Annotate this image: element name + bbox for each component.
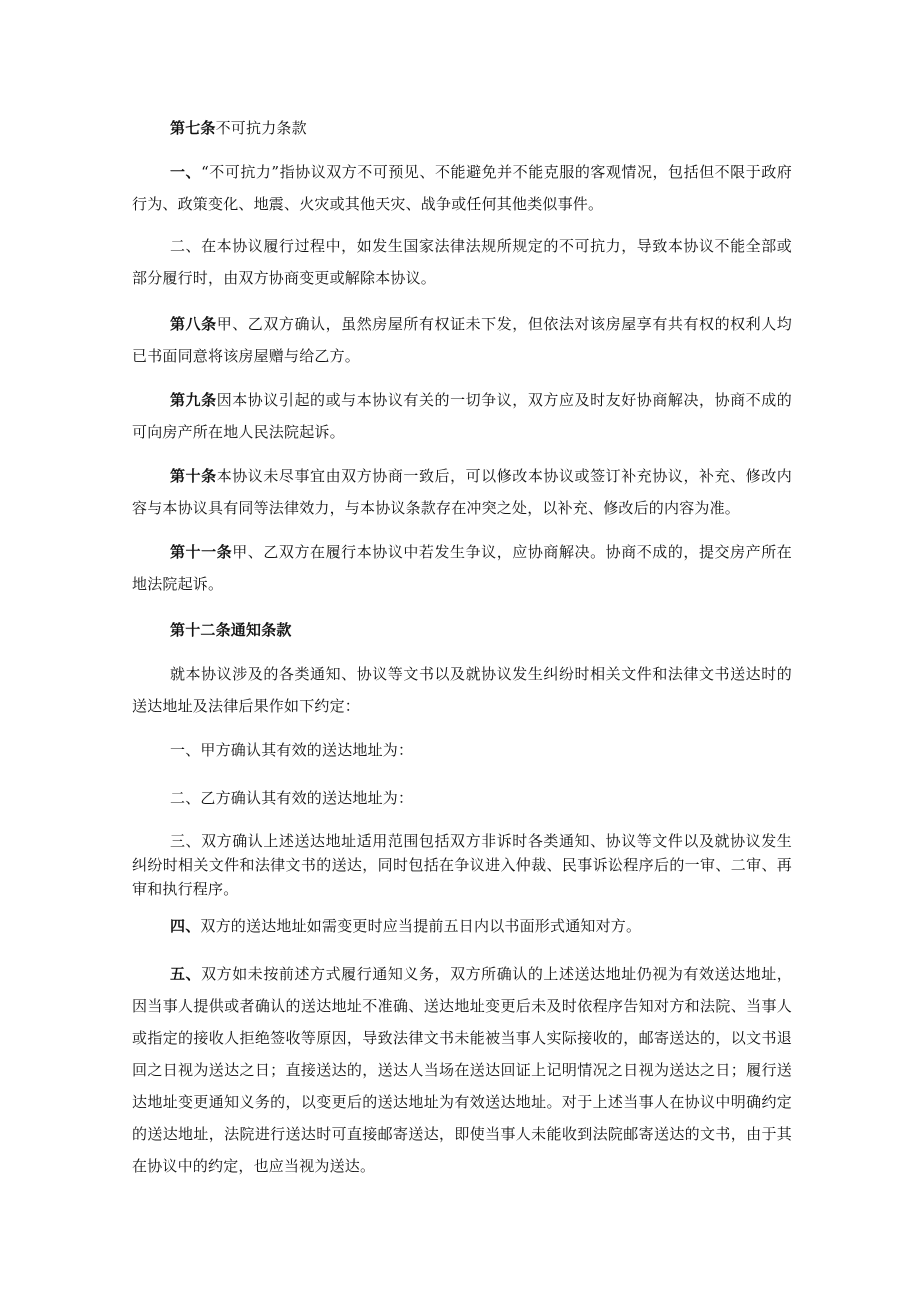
article-12-clause-4: [132, 910, 792, 942]
article-11-label: 第十一条: [170, 543, 233, 561]
clause-text: 双方如未按前述方式履行通知义务，双方所确认的上述送达地址仍视为有效送达地址，因当事人提供或者确认的送达地址不准确、送达地址变更后未及时依程序告知对方和法院、当事人或指定的接收人拒绝签收等原因，导致法律文书未能被当事人实际接收的，邮寄送达的，以文书退回之日视为送达之日；直接送达的，送达人当场在送达回证上记明情况之日视为送达之日；履行送达地址变更通知义务的，以变更后的送达地址为有效送达地址。对于上述当事人在协议中明确约定的送达地址，法院进行送达时可直接邮寄送达，即使当事人未能收到法院邮寄送达的文书，由于其在协议中的约定，也应当视为送达。: [132, 965, 792, 1175]
article-9-label: 第九条: [170, 391, 217, 409]
clause-label: 四、: [170, 917, 201, 935]
article-12-clause-5: [132, 958, 792, 1182]
clause-text: 二、在本协议履行过程中，如发生国家法律法规所规定的不可抗力，导致本协议不能全部或部分履行时，由双方协商变更或解除本协议。: [132, 237, 792, 287]
article-11: [132, 536, 792, 600]
article-8-label: 第八条: [170, 315, 217, 333]
article-10-text: 本协议未尽事宜由双方协商一致后，可以修改本协议或签订补充协议，补充、修改内容与本协议具有同等法律效力，与本协议条款存在冲突之处，以补充、修改后的内容为准。: [132, 467, 792, 517]
clause-text: “不可抗力”指协议双方不可预见、不能避免并不能克服的客观情况，包括但不限于政府行为、政策变化、地震、火灾或其他天灾、战争或任何其他类似事件。: [132, 163, 792, 213]
article-9: [132, 384, 792, 448]
article-12-intro-text: 就本协议涉及的各类通知、协议等文书以及就协议发生纠纷时相关文件和法律文书送达时的送达地址及法律后果作如下约定：: [132, 665, 792, 715]
article-12-heading: [132, 614, 792, 646]
article-12-clause-2: [132, 782, 792, 814]
article-11-text: 甲、乙双方在履行本协议中若发生争议，应协商解决。协商不成的，提交房产所在地法院起诉。: [132, 543, 792, 593]
article-12-intro: [132, 658, 792, 722]
article-7-clause-1: [132, 156, 792, 220]
clause-text: 一、甲方确认其有效的送达地址为：: [170, 741, 414, 759]
clause-text: 三、双方确认上述送达地址适用范围包括双方非诉时各类通知、协议等文件以及就协议发生纠纷时相关文件和法律文书的送达，同时包括在争议进入仲裁、民事诉讼程序后的一审、二审、再审和执行程序。: [132, 832, 792, 898]
clause-label: 一、: [170, 163, 202, 181]
clause-label: 五、: [170, 965, 202, 983]
clause-text: 二、乙方确认其有效的送达地址为：: [170, 789, 414, 807]
article-12-clause-1: [132, 734, 792, 766]
article-7-clause-2: [132, 230, 792, 294]
article-10-label: 第十条: [170, 467, 217, 485]
article-7-heading: [132, 112, 792, 144]
article-9-text: 因本协议引起的或与本协议有关的一切争议，双方应及时友好协商解决，协商不成的可向房产所在地人民法院起诉。: [132, 391, 792, 441]
article-7-title: 不可抗力条款: [215, 119, 307, 137]
article-7-label: 第七条: [170, 119, 216, 137]
article-8-text: 甲、乙双方确认，虽然房屋所有权证未下发，但依法对该房屋享有共有权的权利人均已书面同意将该房屋赠与给乙方。: [132, 315, 792, 365]
article-10: [132, 460, 792, 524]
article-12-clause-3: [132, 829, 792, 901]
clause-text: 双方的送达地址如需变更时应当提前五日内以书面形式通知对方。: [200, 917, 642, 935]
article-8: [132, 308, 792, 372]
article-12-title: 第十二条通知条款: [170, 621, 292, 639]
